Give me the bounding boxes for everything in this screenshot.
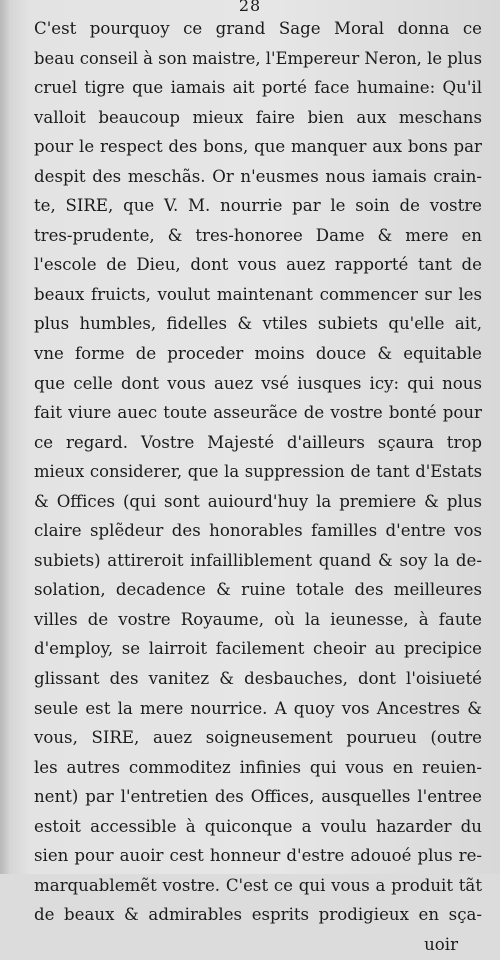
text-line: sien pour auoir cest honneur d'estre adouoé plus re- <box>34 846 482 866</box>
text-line: l'escole de Dieu, dont vous auez rapporté tant de <box>34 255 482 275</box>
text-line: glissant des vanitez & desbauches, dont l'oisiueté <box>34 669 482 689</box>
text-line: & Offices (qui sont auiourd'huy la premiere & plus <box>34 491 482 511</box>
text-line: plus humbles, fidelles & vtiles subiets qu'elle ait, <box>34 314 482 334</box>
text-line: nent) par l'entretien des Offices, ausquelles l'entree <box>34 787 482 807</box>
text-line: que celle dont vous auez vsé iusques icy: qui nous <box>34 373 482 393</box>
text-line: vne forme de proceder moins douce & equitable <box>34 344 482 364</box>
text-line: beaux fruicts, voulut maintenant commencer sur les <box>34 284 482 304</box>
text-line: fait viure auec toute asseurãce de vostre bonté pour <box>34 403 482 423</box>
page-number: 28 <box>238 0 262 15</box>
text-line: les autres commoditez infinies qui vous en reuien- <box>34 757 482 777</box>
text-line: marquablemẽt vostre. C'est ce qui vous a produit tãt <box>34 875 482 895</box>
text-line: beau conseil à son maistre, l'Empereur Neron, le plus <box>34 48 482 68</box>
catchword: uoir <box>424 934 458 954</box>
gutter-shadow <box>0 0 10 874</box>
text-line: d'employ, se lairroit facilement cheoir au precipice <box>34 639 482 659</box>
text-line: ce regard. Vostre Majesté d'ailleurs sçaura trop <box>34 432 482 452</box>
text-line: te, SIRE, que V. M. nourrie par le soin de vostre <box>34 196 482 216</box>
text-line: C'est pourquoy ce grand Sage Moral donna ce <box>34 19 482 38</box>
text-line: villes de vostre Royaume, où la ieunesse, à faute <box>34 609 482 629</box>
text-line: claire splẽdeur des honorables familles d'entre vos <box>34 521 482 541</box>
text-line: mieux considerer, que la suppression de tant d'Estats <box>34 462 482 482</box>
text-line: vous, SIRE, auez soigneusement pourueu (outre <box>34 728 482 748</box>
body-text <box>34 14 482 960</box>
text-line: solation, decadence & ruine totale des meilleures <box>34 580 482 600</box>
text-line: despit des meschãs. Or n'eusmes nous iamais crain- <box>34 166 482 186</box>
text-line: subiets) attireroit infailliblement quand & soy la de- <box>34 550 482 570</box>
text-line: cruel tigre que iamais ait porté face humaine: Qu'il <box>34 78 482 98</box>
text-line: de beaux & admirables esprits prodigieux en sça- <box>34 905 482 925</box>
text-line: pour le respect des bons, que manquer aux bons par <box>34 137 482 157</box>
text-line: seule est la mere nourrice. A quoy vos Ancestres & <box>34 698 482 718</box>
text-line: tres-prudente, & tres-honoree Dame & mere en <box>34 225 482 245</box>
text-line: valloit beaucoup mieux faire bien aux meschans <box>34 107 482 127</box>
text-line: estoit accessible à quiconque a voulu hazarder du <box>34 816 482 836</box>
